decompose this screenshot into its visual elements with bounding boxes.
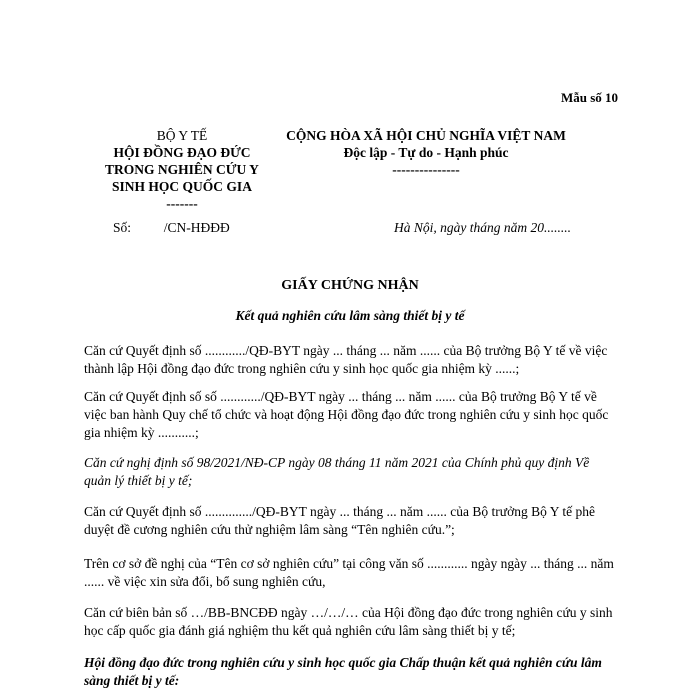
paragraph-approval-statement: Hội đồng đạo đức trong nghiên cứu y sinh học quốc gia Chấp thuận kết quả nghiên cứu lâm sàng thiết bị y tế:	[84, 655, 602, 688]
paragraph-legal-basis-2: Căn cứ Quyết định số số ............/QĐ-BYT ngày ... tháng ... năm ...... của Bộ trưởng Bộ Y tế về việc ban hành Quy chế tổ chức và hoạt động Hội đồng đạo đức trong nghiên cứu y sinh học quốc gia nhiệm kỳ ...........;	[84, 389, 609, 440]
council-name-line-2: TRONG NGHIÊN CỨU Y	[105, 162, 259, 177]
ministry-name: BỘ Y TẾ	[156, 128, 208, 143]
paragraph-minutes: Căn cứ biên bản số …/BB-BNCĐĐ ngày …/…/… của Hội đồng đạo đức trong nghiên cứu y sinh học cấp quốc gia đánh giá nghiệm thu kết quả nghiên cứu lâm sàng thiết bị y tế;	[84, 605, 613, 638]
issuer-header	[92, 127, 272, 212]
paragraph-decree: Căn cứ nghị định số 98/2021/NĐ-CP ngày 08 tháng 11 năm 2021 của Chính phủ quy định Về quản lý thiết bị y tế;	[84, 455, 590, 488]
document-subtitle: Kết quả nghiên cứu lâm sàng thiết bị y tế	[235, 308, 465, 323]
paragraph-proposal: Trên cơ sở đề nghị của “Tên cơ sở nghiên cứu” tại công văn số ............ ngày ngày ... tháng ... năm ...... về việc xin sửa đổi, bổ sung nghiên cứu,	[84, 556, 614, 589]
paragraph-protocol-approval: Căn cứ Quyết định số ............../QĐ-BYT ngày ... tháng ... năm ...... của Bộ trưởng Bộ Y tế phê duyệt đề cương nghiên cứu thử nghiệm lâm sàng “Tên nghiên cứu.”;	[84, 504, 595, 537]
national-header	[276, 127, 576, 178]
document-number-value: /CN-HĐĐĐ	[163, 220, 230, 235]
national-motto: Độc lập - Tự do - Hạnh phúc	[343, 145, 509, 160]
document-number	[113, 220, 230, 236]
document-title: GIẤY CHỨNG NHẬN	[281, 278, 419, 293]
motto-separator: ---------------	[392, 162, 460, 177]
place-date: Hà Nội, ngày tháng năm 20........	[394, 220, 571, 235]
issuer-separator: -------	[166, 196, 198, 211]
nation-name: CỘNG HÒA XÃ HỘI CHỦ NGHĨA VIỆT NAM	[286, 128, 566, 143]
document-number-label: Số:	[113, 220, 132, 235]
council-name-line-1: HỘI ĐỒNG ĐẠO ĐỨC	[113, 145, 251, 160]
council-name-line-3: SINH HỌC QUỐC GIA	[112, 179, 252, 194]
form-number: Mẫu số 10	[560, 90, 618, 105]
paragraph-legal-basis-1: Căn cứ Quyết định số ............/QĐ-BYT ngày ... tháng ... năm ...... của Bộ trưởng Bộ Y tế về việc thành lập Hội đồng đạo đức trong nghiên cứu y sinh học quốc gia nhiệm kỳ ......;	[84, 343, 608, 376]
